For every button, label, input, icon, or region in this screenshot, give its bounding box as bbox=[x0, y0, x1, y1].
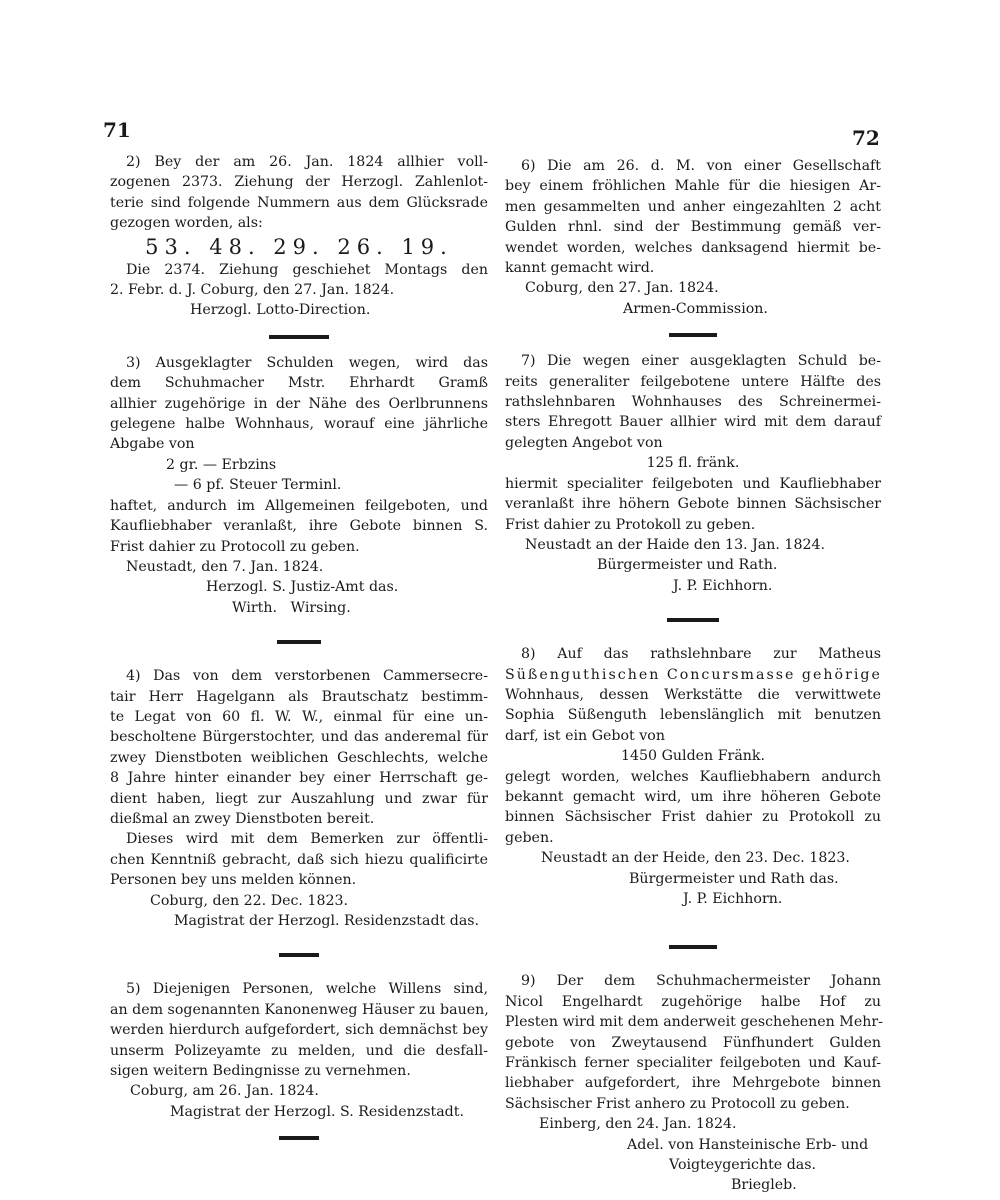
notice-line: Nicol Engelhardt zugehörige halbe Hof zu bbox=[505, 993, 881, 1010]
notice-line: chen Kenntniß gebracht, daß sich hiezu qualificirte bbox=[110, 851, 488, 868]
notice-line: darf, ist ein Gebot von bbox=[505, 727, 665, 744]
notice-line: gelegt worden, welches Kaufliebhabern andurch bbox=[505, 768, 881, 785]
left-column bbox=[110, 152, 488, 1140]
notice-line: dem Schuhmacher Mstr. Ehrhardt Gramß bbox=[110, 375, 488, 392]
notice-8 bbox=[505, 644, 881, 909]
notice-line: liebhaber aufgefordert, ihre Mehrgebote binnen bbox=[505, 1075, 881, 1092]
notice-line: men gesammelten und anher eingezahlten 2 acht bbox=[505, 198, 881, 215]
notice-line: 3) Ausgeklagter Schulden wegen, wird das bbox=[126, 354, 488, 371]
notice-line: gezogen worden, als: bbox=[110, 215, 263, 232]
notice-signature: Wirth. Wirsing. bbox=[232, 599, 351, 616]
notice-5 bbox=[110, 979, 488, 1122]
notice-line: haftet, andurch im Allgemeinen feilgeboten, und bbox=[110, 497, 488, 514]
notice-line: Fränkisch ferner specialiter feilgeboten und Kauf- bbox=[505, 1055, 881, 1072]
notice-line: geben. bbox=[505, 829, 554, 846]
notice-date: Einberg, den 24. Jan. 1824. bbox=[539, 1116, 737, 1133]
notice-line: binnen Sächsischer Frist dahier zu Protokoll zu bbox=[505, 809, 881, 826]
abgabe-line: — 6 pf. Steuer Terminl. bbox=[174, 477, 342, 494]
notice-line: 8 Jahre hinter einander bey einer Herrschaft ge- bbox=[110, 770, 488, 787]
notice-signature: Adel. von Hansteinische Erb- und bbox=[627, 1136, 869, 1153]
notice-line: unserm Polizeyamte zu melden, und die desfall- bbox=[110, 1042, 488, 1059]
notice-line: 2. Febr. d. J. Coburg, den 27. Jan. 1824. bbox=[110, 282, 395, 299]
notice-line: tair Herr Hagelgann als Brautschatz bestimm- bbox=[110, 688, 488, 705]
notice-line: bekannt gemacht wird, um ihre höheren Gebote bbox=[505, 788, 881, 805]
offer-amount: 1450 Gulden Fränk. bbox=[620, 748, 766, 765]
notice-date: Neustadt an der Haide den 13. Jan. 1824. bbox=[525, 536, 826, 553]
notice-line: Süßenguthischen Concursmasse gehörige bbox=[505, 666, 882, 683]
notice-line: Sächsischer Frist anhero zu Protocoll zu geben. bbox=[505, 1095, 850, 1112]
lottery-numbers: 53. 48. 29. 26. 19. bbox=[145, 234, 453, 259]
notice-line: dießmal an zwey Dienstboten bereit. bbox=[110, 810, 375, 827]
notice-line: gelegten Angebot von bbox=[505, 434, 663, 451]
notice-date: Neustadt, den 7. Jan. 1824. bbox=[126, 558, 324, 575]
page-number-left: 71 bbox=[103, 118, 131, 142]
notice-signature: J. P. Eichhorn. bbox=[683, 891, 783, 907]
notice-line: 9) Der dem Schuhmachermeister Johann bbox=[521, 973, 881, 990]
notice-6 bbox=[505, 156, 881, 319]
notice-line: Dieses wird mit dem Bemerken zur öffentli- bbox=[126, 831, 488, 848]
notice-signature: Bürgermeister und Rath. bbox=[597, 557, 778, 574]
notice-line: gelegene halbe Wohnhaus, worauf eine jährliche bbox=[110, 416, 488, 433]
notice-line: zogenen 2373. Ziehung der Herzogl. Zahlenlot- bbox=[110, 174, 488, 191]
notice-3 bbox=[110, 353, 488, 618]
offer-amount: 125 fl. fränk. bbox=[646, 455, 740, 472]
notice-signature: J. P. Eichhorn. bbox=[673, 577, 773, 594]
notice-signature: Herzogl. Lotto-Direction. bbox=[190, 302, 371, 319]
notice-line: rathslehnbaren Wohnhauses des Schreinermei- bbox=[505, 394, 881, 411]
notice-4 bbox=[110, 666, 488, 931]
notice-9 bbox=[505, 971, 881, 1195]
notice-line: sters Ehregott Bauer allhier wird mit dem darauf bbox=[505, 414, 881, 431]
notice-line: kannt gemacht wird. bbox=[505, 260, 655, 277]
notice-line: te Legat von 60 fl. W. W., einmal für eine un- bbox=[110, 708, 488, 725]
notice-line: 8) Auf das rathslehnbare zur Matheus bbox=[521, 646, 881, 663]
notice-line: sigen weitern Bedingnisse zu vernehmen. bbox=[110, 1063, 411, 1080]
notice-line: 6) Die am 26. d. M. von einer Gesellschaft bbox=[521, 158, 881, 174]
notice-line: Frist dahier zu Protokoll zu geben. bbox=[505, 516, 756, 533]
section-divider bbox=[279, 1136, 319, 1140]
page-number-right: 72 bbox=[852, 126, 880, 150]
notice-signature: Herzogl. S. Justiz-Amt das. bbox=[206, 579, 399, 596]
notice-signature: Voigteygerichte das. bbox=[669, 1157, 817, 1174]
notice-line: wendet worden, welches danksagend hiermit be- bbox=[505, 239, 881, 256]
notice-line: dient haben, liegt zur Auszahlung und zwar für bbox=[110, 790, 488, 807]
right-column bbox=[505, 156, 881, 1196]
abgabe-line: 2 gr. — Erbzins bbox=[166, 456, 277, 473]
notice-date: Coburg, den 22. Dec. 1823. bbox=[150, 892, 349, 909]
notice-line: Plesten wird mit dem anderweit geschehenen Mehr- bbox=[505, 1014, 883, 1031]
notice-signature: Magistrat der Herzogl. Residenzstadt das. bbox=[174, 913, 480, 929]
notice-line: hiermit specialiter feilgeboten und Kaufliebhaber bbox=[505, 475, 881, 492]
notice-line: 7) Die wegen einer ausgeklagten Schuld be- bbox=[521, 353, 881, 370]
notice-line: 5) Diejenigen Personen, welche Willens sind, bbox=[126, 981, 488, 998]
notice-2 bbox=[110, 152, 488, 321]
notice-signature: Armen-Commission. bbox=[623, 300, 768, 317]
notice-line: Kaufliebhaber veranlaßt, ihre Gebote binnen S. bbox=[110, 518, 488, 535]
notice-line: Sophia Süßenguth lebenslänglich mit benutzen bbox=[505, 707, 881, 724]
notice-line: werden hierdurch aufgefordert, sich demnächst bey bbox=[110, 1022, 488, 1039]
notice-line: Abgabe von bbox=[110, 436, 195, 453]
notice-line: zwey Dienstboten weiblichen Geschlechts, welche bbox=[110, 749, 488, 766]
notice-date: Coburg, am 26. Jan. 1824. bbox=[130, 1083, 319, 1100]
notice-line: 2) Bey der am 26. Jan. 1824 allhier voll- bbox=[126, 154, 488, 170]
notice-line: Wohnhaus, dessen Werkstätte die verwittwete bbox=[505, 686, 881, 703]
notice-line: veranlaßt ihre höhern Gebote binnen Sächsischer bbox=[505, 496, 881, 513]
notice-line: bey einem fröhlichen Mahle für die hiesigen Ar- bbox=[505, 178, 881, 195]
notice-line: bescholtene Bürgerstochter, und das anderemal für bbox=[110, 729, 488, 746]
notice-date: Coburg, den 27. Jan. 1824. bbox=[525, 280, 719, 297]
notice-line: 4) Das von dem verstorbenen Cammersecre- bbox=[126, 668, 488, 685]
notice-date: Neustadt an der Heide, den 23. Dec. 1823. bbox=[541, 850, 850, 867]
notice-signature: Briegleb. bbox=[731, 1177, 797, 1194]
notice-7 bbox=[505, 351, 881, 596]
notice-line: Gulden rhnl. sind der Bestimmung gemäß ver- bbox=[505, 219, 881, 236]
notice-line: Die 2374. Ziehung geschiehet Montags den bbox=[126, 261, 488, 278]
notice-signature: Bürgermeister und Rath das. bbox=[629, 870, 839, 887]
notice-line: terie sind folgende Nummern aus dem Glücksrade bbox=[110, 194, 488, 211]
notice-line: gebote von Zweytausend Fünfhundert Gulden bbox=[505, 1034, 881, 1051]
notice-signature: Magistrat der Herzogl. S. Residenzstadt. bbox=[170, 1103, 464, 1120]
notice-line: reits generaliter feilgebotene untere Hälfte des bbox=[505, 373, 881, 390]
notice-line: Personen bey uns melden können. bbox=[110, 872, 357, 889]
notice-line: Frist dahier zu Protocoll zu geben. bbox=[110, 538, 360, 555]
notice-line: allhier zugehörige in der Nähe des Oerlbrunnens bbox=[110, 395, 488, 412]
notice-line: an dem sogenannten Kanonenweg Häuser zu bauen, bbox=[110, 1001, 489, 1018]
